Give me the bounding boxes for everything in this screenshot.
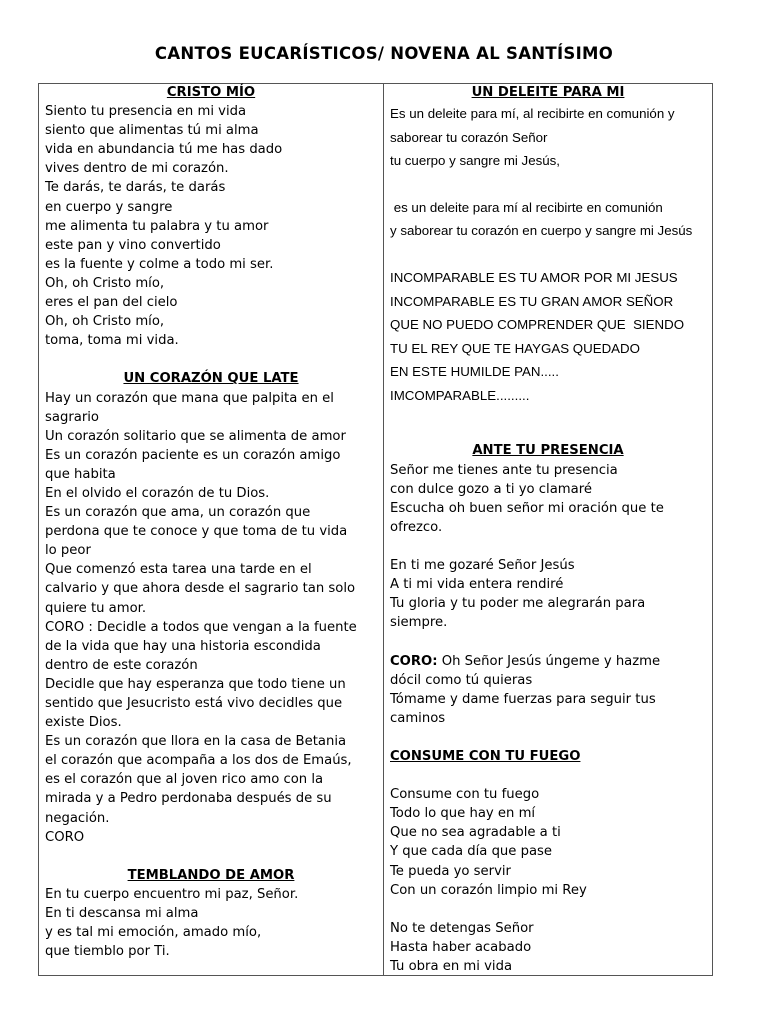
- lyric-line: En tu cuerpo encuentro mi paz, Señor.: [45, 886, 299, 902]
- song-heading-un-deleite-para-mi: UN DELEITE PARA MI: [471, 85, 625, 100]
- lyric-line: y es tal mi emoción, amado mío,: [45, 925, 262, 941]
- lyric-line: perdona que te conoce y que toma de tu vida: [45, 524, 348, 540]
- lyric-line: Oh, oh Cristo mío,: [45, 275, 165, 291]
- spacer: [390, 766, 706, 785]
- lyric-line: negación.: [45, 810, 110, 826]
- lyric-line: Todo lo que hay en mí: [390, 806, 536, 822]
- lyric-line: lo peor: [45, 543, 91, 559]
- lyric-line: vida en abundancia tú me has dado: [45, 142, 283, 158]
- song-lyrics-consume-con-tu-fuego: [390, 766, 706, 976]
- song-lyrics-un-corazon-que-late: [45, 389, 377, 847]
- lyric-line: Escucha oh buen señor mi oración que te: [390, 500, 664, 516]
- left-column: [39, 83, 383, 961]
- lyric-line: Un corazón solitario que se alimenta de amor: [45, 428, 346, 444]
- lyric-line: quiere tu amor.: [45, 600, 147, 616]
- lyric-line: CORO : Decidle a todos que vengan a la fuente: [45, 619, 357, 635]
- lyric-line: Es un corazón paciente es un corazón amigo: [45, 447, 341, 463]
- lyric-line: el corazón que acompaña a los dos de Emaús,: [45, 753, 352, 769]
- lyric-line: es el corazón que al joven rico amo con la: [45, 772, 324, 788]
- lyric-line: de la vida que hay una historia escondida: [45, 638, 321, 654]
- lyric-line: INCOMPARABLE ES TU AMOR POR MI JESUS: [390, 269, 678, 285]
- lyric-line: eres el pan del cielo: [45, 295, 178, 311]
- lyric-line: Oh, oh Cristo mío,: [45, 314, 165, 330]
- coro-text: Oh Señor Jesús úngeme y hazme: [437, 653, 661, 669]
- song-lyrics-cristo-mio: [45, 102, 377, 350]
- lyric-line: me alimenta tu palabra y tu amor: [45, 218, 269, 234]
- lyric-line: este pan y vino convertido: [45, 237, 221, 253]
- lyric-line: En ti me gozaré Señor Jesús: [390, 558, 575, 574]
- spacer: [390, 172, 706, 195]
- lyric-line: En ti descansa mi alma: [45, 906, 199, 922]
- lyric-line: QUE NO PUEDO COMPRENDER QUE SIENDO: [390, 317, 685, 333]
- song-heading-consume-con-tu-fuego: CONSUME CON TU FUEGO: [390, 748, 581, 764]
- coro-line: [390, 652, 706, 671]
- lyric-line: Decidle que hay esperanza que todo tiene un: [45, 676, 346, 692]
- lyric-line: Con un corazón limpio mi Rey: [390, 882, 587, 898]
- lyric-line: dócil como tú quieras: [390, 672, 533, 688]
- coro-label: CORO:: [390, 653, 438, 669]
- song-heading-temblando-de-amor: TEMBLANDO DE AMOR: [127, 867, 295, 883]
- lyric-line: Que comenzó esta tarea una tarde en el: [45, 562, 312, 578]
- lyric-line: ofrezco.: [390, 519, 443, 535]
- lyric-line: CORO: [45, 829, 85, 845]
- spacer: [390, 407, 706, 441]
- lyric-line: A ti mi vida entera rendiré: [390, 577, 564, 593]
- spacer: [390, 537, 706, 556]
- lyric-line: Tu obra en mi vida: [390, 959, 513, 974]
- lyric-line: En el olvido el corazón de tu Dios.: [45, 485, 270, 501]
- spacer: [390, 900, 706, 919]
- lyric-line: Hasta haber acabado: [390, 939, 532, 955]
- lyric-line: Es un corazón que llora en la casa de Betania: [45, 734, 347, 750]
- spacer: [390, 728, 706, 747]
- lyric-line: Y que cada día que pase: [390, 844, 553, 860]
- right-column: [384, 83, 712, 976]
- lyric-line: Que no sea agradable a ti: [390, 825, 561, 841]
- lyric-line: Es un deleite para mí, al recibirte en comunión y: [390, 106, 675, 122]
- lyric-line: con dulce gozo a ti yo clamaré: [390, 481, 592, 497]
- lyric-line: dentro de este corazón: [45, 657, 198, 673]
- lyric-line: calvario y que ahora desde el sagrario tan solo: [45, 581, 356, 597]
- lyric-line: sagrario: [45, 409, 99, 425]
- lyric-line: Es un corazón que ama, un corazón que: [45, 505, 311, 521]
- song-heading-ante-tu-presencia: ANTE TU PRESENCIA: [472, 443, 624, 459]
- lyric-line: es la fuente y colme a todo mi ser.: [45, 256, 274, 272]
- lyric-line: TU EL REY QUE TE HAYGAS QUEDADO: [390, 340, 640, 356]
- song-heading-cristo-mio: CRISTO MÍO: [166, 85, 256, 100]
- spacer: [45, 847, 377, 866]
- document-title: CANTOS EUCARÍSTICOS/ NOVENA AL SANTÍSIMO: [154, 44, 614, 63]
- lyric-line: existe Dios.: [45, 715, 122, 731]
- lyric-line: vives dentro de mi corazón.: [45, 161, 229, 177]
- lyric-line: tu cuerpo y sangre mi Jesús,: [390, 152, 560, 168]
- song-lyrics-un-deleite-para-mi: [390, 102, 706, 407]
- lyric-line: Señor me tienes ante tu presencia: [390, 462, 618, 478]
- lyric-line: que tiemblo por Ti.: [45, 944, 170, 960]
- lyric-line: sentido que Jesucristo está vivo decidles que: [45, 696, 343, 711]
- lyric-line: EN ESTE HUMILDE PAN.....: [390, 364, 559, 380]
- song-lyrics-ante-tu-presencia: [390, 461, 706, 728]
- lyric-line: Tu gloria y tu poder me alegrarán para: [390, 596, 646, 612]
- song-lyrics-temblando-de-amor: [45, 885, 377, 961]
- lyric-line: que habita: [45, 466, 116, 482]
- lyric-line: Consume con tu fuego: [390, 787, 540, 803]
- lyric-line: caminos: [390, 710, 446, 726]
- spacer: [390, 632, 706, 651]
- lyric-line: siempre.: [390, 615, 448, 631]
- lyric-line: toma, toma mi vida.: [45, 333, 179, 349]
- lyric-line: Hay un corazón que mana que palpita en el: [45, 390, 334, 406]
- lyric-line: es un deleite para mí al recibirte en comunión: [390, 199, 663, 215]
- lyric-line: y saborear tu corazón en cuerpo y sangre mi Jesús: [390, 223, 693, 239]
- lyric-line: Siento tu presencia en mi vida: [45, 104, 247, 120]
- lyric-line: INCOMPARABLE ES TU GRAN AMOR SEÑOR: [390, 293, 674, 309]
- lyric-line: siento que alimentas tú mi alma: [45, 123, 259, 139]
- spacer: [45, 350, 377, 369]
- lyric-line: mirada y a Pedro perdonaba después de su: [45, 791, 332, 807]
- spacer: [390, 243, 706, 266]
- lyric-line: Te darás, te darás, te darás: [45, 180, 226, 196]
- lyric-line: No te detengas Señor: [390, 920, 534, 936]
- lyric-line: saborear tu corazón Señor: [390, 129, 548, 145]
- lyric-line: IMCOMPARABLE.........: [390, 387, 530, 403]
- lyric-line: Tómame y dame fuerzas para seguir tus: [390, 691, 656, 707]
- song-heading-un-corazon-que-late: UN CORAZÓN QUE LATE: [123, 371, 299, 387]
- lyric-line: Te pueda yo servir: [390, 863, 511, 879]
- lyric-line: en cuerpo y sangre: [45, 199, 173, 215]
